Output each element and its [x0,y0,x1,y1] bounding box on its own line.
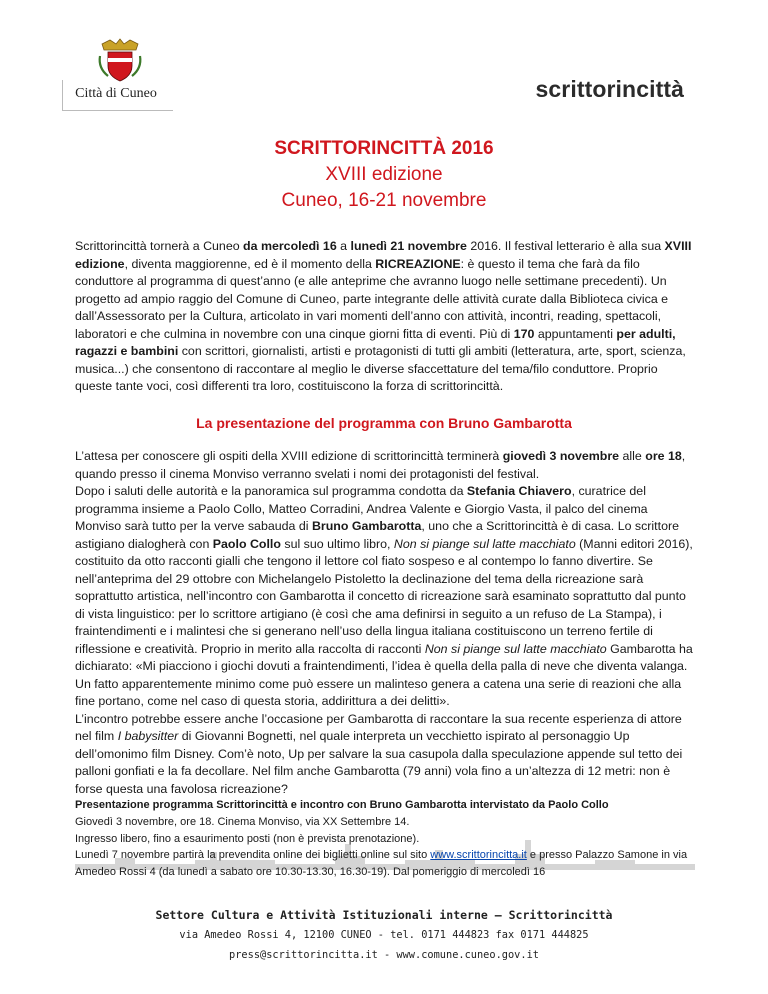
intro-text: a [336,239,351,253]
intro-text: Scrittorincittà tornerà a Cuneo [75,239,244,253]
place-dates-subtitle: Cuneo, 16-21 novembre [281,190,487,211]
brand-name: scrittorincittà [535,76,684,102]
book-title: Non si piange sul latte macchiato [424,641,607,656]
body-bold: Paolo Collo [212,536,281,551]
intro-bold: per adulti, ragazzi e bambini [75,326,676,358]
page-footer [0,905,768,965]
event-info-text: e presso Palazzo Samone in via Amedeo Rossi 4 (da lunedì a sabato ore 10.30-13.30, 16.30-19). Dal pomeriggio di mercoledì 16 [75,849,688,879]
intro-bold: 170 [513,326,535,341]
coat-of-arms-icon [96,36,144,84]
body-paragraph [75,483,695,711]
intro-bold: RICREAZIONE [375,256,461,271]
body-text-run: Gambarotta ha dichiarato: «Mi piacciono i giochi dovuti a fraintendimenti, l’idea è quella della palla di neve che diventa valanga. Un fatto apparentemente minimo come può essere un malinteso genera a catena una serie di reazioni che alla fine portano, come nel caso di questa storia, addirittura a dei delitti». [75,641,693,708]
event-info-line: Giovedì 3 novembre, ore 18. Cinema Monviso, via XX Settembre 14. [75,815,410,828]
body-text-run: , quando presso il cinema Monviso verranno svelati i nomi dei protagonisti del festival. [75,449,686,481]
event-info-heading: Presentazione programma Scrittorincittà e incontro con Bruno Gambarotta intervistato da Paolo Collo [75,799,609,811]
body-bold: ore 18 [645,449,682,463]
film-title: I babysitter [117,729,179,743]
body-paragraph [75,711,695,799]
intro-text: appuntamenti [534,326,617,341]
logo-text: Città di Cuneo [75,86,157,101]
intro-bold: XVIII edizione [75,239,692,271]
edition-subtitle: XVIII edizione [325,164,443,185]
footer-address: via Amedeo Rossi 4, 12100 CUNEO - tel. 0171 444823 fax 0171 444825 [179,929,589,941]
body-text-run: L’incontro potrebbe essere anche l’occasione per Gambarotta di raccontare la sua recente esperienza di attore nel film [75,711,682,743]
body-text-run: di Giovanni Bognetti, nel quale interpreta un vecchietto ispirato al personaggio Up dell’omonimo film Disney. Com’è noto, Up per salvare la sua casupola dalla speculazione appende sul tetto dei palloni gonfiati e la fa decollare. Nel film anche Gambarotta (79 anni) vola fino a un’altezza di 12 metri: non è forse questa una favolosa ricreazione? [75,729,683,796]
footer-contacts: press@scrittorincitta.it - www.comune.cuneo.gov.it [229,949,539,961]
body-bold: Bruno Gambarotta [311,519,422,533]
city-logo [62,36,172,112]
body-text-run: alle [619,449,646,463]
body-bold: giovedì 3 novembre [502,449,620,463]
event-info-text: Lunedì 7 novembre partirà la prevendita online dei biglietti online sul sito [75,849,431,862]
body-text-run: L’attesa per conoscere gli ospiti della XVIII edizione di scrittorincittà terminerà [75,449,503,463]
page-title: SCRITTORINCITTÀ 2016 [274,138,494,159]
body-text-run: Dopo i saluti delle autorità e la panoramica sul programma condotta da [75,484,467,498]
intro-bold: lunedì 21 novembre [350,239,467,253]
body-text [75,448,695,798]
intro-text: 2016. Il festival letterario è alla sua [466,239,665,253]
body-text-run: , uno che a Scrittorincittà è di casa. Lo scrittore astigiano dialogherà con [75,519,679,551]
book-title: Non si piange sul latte macchiato [393,536,576,551]
title-block [0,136,768,214]
intro-text: : è questo il tema che farà da filo conduttore al programma di quest’anno (e alle anteprime che avranno luogo nelle settimane precedenti). Un progetto ad ampio raggio del Comune di Cuneo, parte integrante delle attività curate dalla Biblioteca civica e dall’Assessorato per la Cultura, articolato in vari momenti dell’anno con attività, incontri, reading, spettacoli, laboratori e che culmina in novembre con una cinque giorni fitta di eventi. Più di [75,256,669,341]
intro-text: con scrittori, giornalisti, artisti e protagonisti di tutti gli ambiti (letteratura, arte, sport, scienza, musica...) che consentono di raccontare al meglio le diverse sfaccettature del tema/filo conduttore. Proprio queste tante voci, così differenti tra loro, costituiscono la forza di scrittorincittà. [75,344,686,393]
event-info [75,797,695,881]
intro-bold: da mercoledì 16 [243,239,337,253]
section-heading: La presentazione del programma con Bruno Gambarotta [196,415,572,431]
body-bold: Stefania Chiavero [466,484,572,498]
website-link[interactable]: www.scrittorincitta.it [430,849,527,862]
body-paragraph [75,448,695,483]
body-text-run: (Manni editori 2016), costituito da otto racconti gialli che tengono il lettore col fiato sospeso e al contempo lo fanno divertire. Se nell’anteprima del 29 ottobre con Michelangelo Pistoletto la declinazione del tema della ricreazione sarà soprattutto artistica, nell’incontro con Gambarotta il concetto di ricreazione sarà esaminato soprattutto dal punto di vista linguistico: per lo scrittore artigiano (è così che ama definirsi in seguito a un refuso de La Stampa), i fraintendimenti e i malintesi che si generano nell’uso della lingua italiana costituiscono un terreno fertile di riflessione e creatività. Proprio in merito alla raccolta di racconti [75,536,693,656]
footer-department: Settore Cultura e Attività Istituzionali interne — Scrittorincittà [155,908,613,922]
body-text-run: , curatrice del programma insieme a Paolo Collo, Matteo Corradini, Andrea Valente e Giorgio Vasta, il palco del cinema Monviso sarà tutto per la verve sabauda di [75,484,648,533]
body-text-run: sul suo ultimo libro, [280,536,394,551]
intro-paragraph [75,238,695,396]
event-info-line [75,847,695,881]
intro-text: , diventa maggiorenne, ed è il momento della [124,256,376,271]
event-info-line: Ingresso libero, fino a esaurimento posti (non è prevista prenotazione). [75,832,420,845]
